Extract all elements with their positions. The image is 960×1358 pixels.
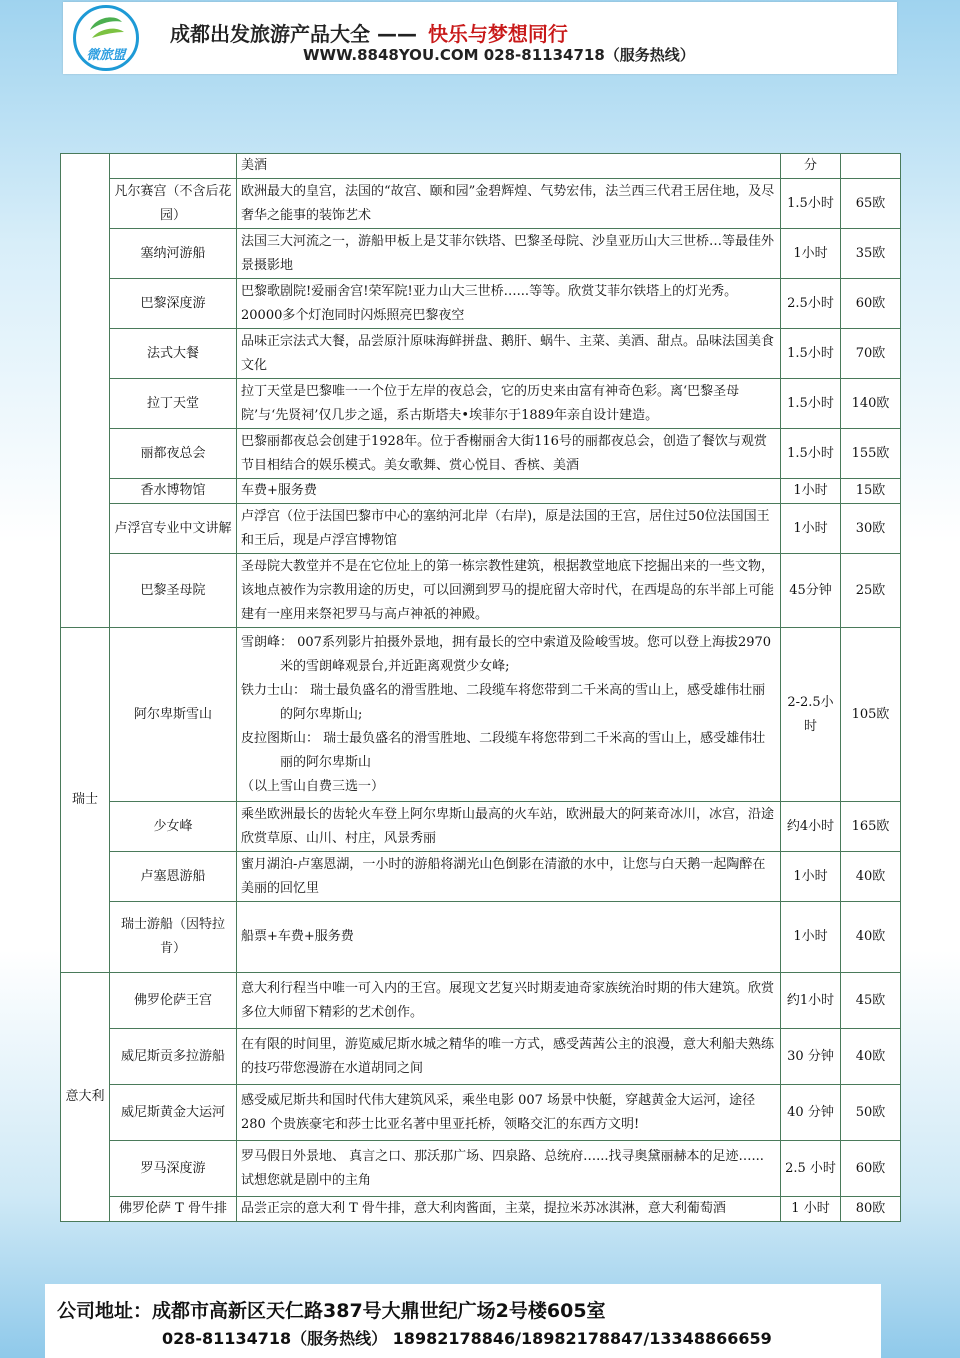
table-row — [61, 504, 901, 554]
item-duration: 1 小时 — [781, 1197, 841, 1222]
item-duration: 1.5小时 — [781, 329, 841, 379]
region-cell: 瑞士 — [61, 628, 110, 973]
item-name: 卢塞恩游船 — [110, 852, 237, 902]
item-description — [237, 1141, 781, 1197]
table-row — [61, 429, 901, 479]
item-name: 巴黎圣母院 — [110, 554, 237, 628]
item-name: 卢浮宫专业中文讲解 — [110, 504, 237, 554]
item-name: 拉丁天堂 — [110, 379, 237, 429]
table-row — [61, 154, 901, 179]
item-duration: 1小时 — [781, 504, 841, 554]
item-duration: 30 分钟 — [781, 1029, 841, 1085]
item-price — [841, 154, 901, 179]
item-price: 40欧 — [841, 852, 901, 902]
description-line: 感受威尼斯共和国时代伟大建筑风采，乘坐电影 007 场景中快艇，穿越黄金大运河，途径 280 个贵族豪宅和莎士比亚名著中里亚托桥，领略交汇的东西方文明! — [241, 1092, 756, 1132]
item-name: 瑞士游船（因特拉肯） — [110, 902, 237, 973]
table-row — [61, 973, 901, 1029]
header-contact: WWW.8848YOU.COM 028-81134718（服务热线） — [303, 46, 695, 64]
title-text: 成都出发旅游产品大全 —— — [170, 22, 417, 46]
item-description — [237, 479, 781, 504]
table-row — [61, 479, 901, 504]
item-price: 45欧 — [841, 973, 901, 1029]
item-price: 35欧 — [841, 229, 901, 279]
excursion-price-table — [60, 153, 901, 1222]
item-name: 阿尔卑斯雪山 — [110, 628, 237, 802]
item-duration: 1.5小时 — [781, 379, 841, 429]
region-cell: 意大利 — [61, 973, 110, 1222]
slogan-text: 快乐与梦想同行 — [427, 22, 568, 46]
item-description — [237, 1197, 781, 1222]
item-price: 70欧 — [841, 329, 901, 379]
item-name: 少女峰 — [110, 802, 237, 852]
description-line: 蜜月湖泊-卢塞恩湖，一小时的游船将湖光山色倒影在清澈的水中，让您与白天鹅一起陶醉在美丽的回忆里 — [241, 856, 766, 896]
item-description — [237, 1029, 781, 1085]
item-name: 佛罗伦萨 T 骨牛排 — [110, 1197, 237, 1222]
table-row — [61, 1029, 901, 1085]
table-row — [61, 1085, 901, 1141]
table-row — [61, 802, 901, 852]
description-line: 在有限的时间里，游览威尼斯水城之精华的唯一方式，感受茜茜公主的浪漫，意大利船夫熟练的技巧带您漫游在水道胡同之间 — [241, 1036, 775, 1076]
table-row — [61, 329, 901, 379]
item-price: 60欧 — [841, 279, 901, 329]
item-description — [237, 554, 781, 628]
description-line: 巴黎丽都夜总会创建于1928年。位于香榭丽舍大街116号的丽都夜总会，创造了餐饮与观赏节目相结合的娱乐模式。美女歌舞、赏心悦目、香槟、美酒 — [241, 433, 767, 473]
table-row — [61, 628, 901, 802]
description-line: 卢浮宫（位于法国巴黎市中心的塞纳河北岸（右岸)，原是法国的王宫，居住过50位法国国王和王后，现是卢浮宫博物馆 — [241, 508, 770, 548]
description-line: 雪朗峰： 007系列影片拍摄外景地，拥有最长的空中索道及险峻雪坡。您可以登上海拔2970米的雪朗峰观景台,并近距离观赏少女峰; — [241, 634, 772, 674]
item-name: 塞纳河游船 — [110, 229, 237, 279]
item-duration: 40 分钟 — [781, 1085, 841, 1141]
item-price: 15欧 — [841, 479, 901, 504]
description-line: 巴黎歌剧院!爱丽舍宫!荣军院!亚力山大三世桥…...等等。欣赏艾菲尔铁塔上的灯光秀。20000多个灯泡同时闪烁照亮巴黎夜空 — [241, 283, 738, 323]
item-duration: 1.5小时 — [781, 179, 841, 229]
item-price: 60欧 — [841, 1141, 901, 1197]
description-line: 车费+服务费 — [241, 483, 317, 498]
item-price: 25欧 — [841, 554, 901, 628]
item-price: 80欧 — [841, 1197, 901, 1222]
item-description — [237, 504, 781, 554]
footer-banner — [45, 1284, 881, 1358]
item-duration: 1小时 — [781, 852, 841, 902]
item-price: 40欧 — [841, 1029, 901, 1085]
item-price: 140欧 — [841, 379, 901, 429]
description-line: 罗马假日外景地、 真言之口、那沃那广场、四泉路、总统府…...找寻奥黛丽赫本的足迹…...试想您就是剧中的主角 — [241, 1148, 764, 1188]
description-line: 法国三大河流之一，游船甲板上是艾菲尔铁塔、巴黎圣母院、沙皇亚历山大三世桥…等最佳外景摄影地 — [241, 233, 775, 273]
item-duration: 分 — [781, 154, 841, 179]
description-line: 品尝正宗的意大利 T 骨牛排，意大利肉酱面，主菜，提拉米苏冰淇淋，意大利葡萄酒 — [241, 1201, 726, 1216]
item-price: 40欧 — [841, 902, 901, 973]
company-logo — [73, 5, 139, 71]
company-phones: 028-81134718（服务热线） 18982178846/18982178847/13348866659 — [162, 1329, 772, 1348]
company-address: 公司地址：成都市高新区天仁路387号大鼎世纪广场2号楼605室 — [57, 1300, 606, 1322]
item-description — [237, 1085, 781, 1141]
item-price: 165欧 — [841, 802, 901, 852]
item-price: 155欧 — [841, 429, 901, 479]
item-duration: 45分钟 — [781, 554, 841, 628]
item-duration: 1小时 — [781, 479, 841, 504]
header-banner — [63, 2, 897, 74]
item-name — [110, 154, 237, 179]
item-duration: 1小时 — [781, 902, 841, 973]
item-price: 65欧 — [841, 179, 901, 229]
item-duration: 2.5小时 — [781, 279, 841, 329]
description-line: 皮拉图斯山： 瑞士最负盛名的滑雪胜地、二段缆车将您带到二千米高的雪山上，感受雄伟壮丽的阿尔卑斯山 — [241, 730, 766, 770]
item-duration: 约1小时 — [781, 973, 841, 1029]
item-duration: 1小时 — [781, 229, 841, 279]
table-row — [61, 852, 901, 902]
table-row — [61, 379, 901, 429]
description-line: 品味正宗法式大餐，品尝原汁原味海鲜拼盘、鹅肝、蜗牛、主菜、美酒、甜点。品味法国美食文化 — [241, 333, 775, 373]
table-row — [61, 229, 901, 279]
item-description — [237, 429, 781, 479]
description-line: 船票+车费+服务费 — [241, 929, 354, 944]
item-name: 法式大餐 — [110, 329, 237, 379]
description-line: 意大利行程当中唯一可入内的王宫。展现文艺复兴时期麦迪奇家族统治时期的伟大建筑。欣赏多位大师留下精彩的艺术创作。 — [241, 980, 775, 1020]
item-name: 香水博物馆 — [110, 479, 237, 504]
description-line: （以上雪山自费三选一） — [241, 778, 385, 794]
table-row — [61, 279, 901, 329]
table-row — [61, 902, 901, 973]
item-duration: 2-2.5小时 — [781, 628, 841, 802]
table-row — [61, 554, 901, 628]
item-name: 巴黎深度游 — [110, 279, 237, 329]
item-price: 105欧 — [841, 628, 901, 802]
description-line: 铁力士山： 瑞士最负盛名的滑雪胜地、二段缆车将您带到二千米高的雪山上，感受雄伟壮丽的阿尔卑斯山; — [241, 682, 766, 722]
table-row — [61, 1141, 901, 1197]
table-row — [61, 1197, 901, 1222]
item-description — [237, 628, 781, 802]
table-row — [61, 179, 901, 229]
item-name: 威尼斯黄金大运河 — [110, 1085, 237, 1141]
logo-text: 微旅盟 — [86, 48, 126, 63]
description-line: 欧洲最大的皇宫，法国的“故宫、颐和园”金碧辉煌、气势宏伟，法兰西三代君王居住地，及尽奢华之能事的装饰艺术 — [241, 183, 775, 223]
item-name: 罗马深度游 — [110, 1141, 237, 1197]
item-duration: 1.5小时 — [781, 429, 841, 479]
item-description: 美酒 — [237, 154, 781, 179]
description-line: 拉丁天堂是巴黎唯一一个位于左岸的夜总会，它的历史来由富有神奇色彩。离‘巴黎圣母院’与‘先贤祠’仅几步之遥，系古斯塔夫•埃菲尔于1889年亲自设计建造。 — [241, 383, 740, 423]
item-duration: 约4小时 — [781, 802, 841, 852]
item-description — [237, 973, 781, 1029]
item-name: 丽都夜总会 — [110, 429, 237, 479]
item-description — [237, 179, 781, 229]
item-description — [237, 852, 781, 902]
item-description — [237, 902, 781, 973]
item-description — [237, 802, 781, 852]
page-title — [170, 18, 568, 47]
description-line: 圣母院大教堂并不是在它位址上的第一栋宗教性建筑，根据教堂地底下挖掘出来的一些文物，该地点被作为宗教用途的历史，可以回溯到罗马的提庇留大帝时代，在西堤岛的东半部上可能建有一座用来祭祀罗马与高卢神祇的神殿。 — [241, 558, 775, 622]
item-name: 威尼斯贡多拉游船 — [110, 1029, 237, 1085]
item-description — [237, 379, 781, 429]
region-cell — [61, 154, 110, 628]
item-description — [237, 279, 781, 329]
item-price: 50欧 — [841, 1085, 901, 1141]
item-name: 佛罗伦萨王宫 — [110, 973, 237, 1029]
item-description — [237, 329, 781, 379]
item-name: 凡尔赛宫（不含后花园） — [110, 179, 237, 229]
item-duration: 2.5 小时 — [781, 1141, 841, 1197]
description-line: 乘坐欧洲最长的齿轮火车登上阿尔卑斯山最高的火车站，欧洲最大的阿莱奇冰川，冰宫，沿途欣赏草原、山川、村庄，风景秀丽 — [241, 806, 775, 846]
item-price: 30欧 — [841, 504, 901, 554]
item-description — [237, 229, 781, 279]
